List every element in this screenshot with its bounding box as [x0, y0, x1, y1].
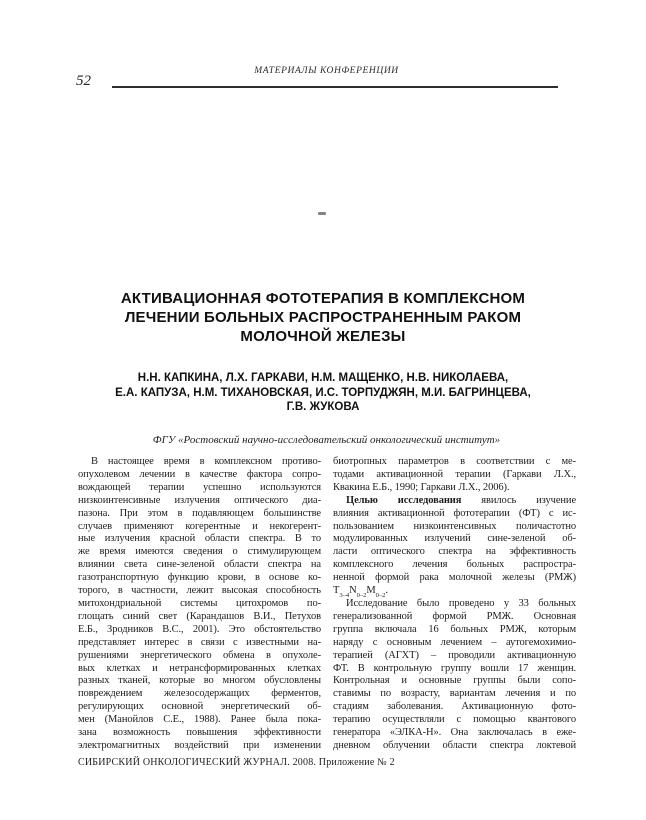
header-rule — [112, 86, 558, 88]
authors-block — [48, 371, 598, 415]
authors-line: Н.Н. КАПКИНА, Л.Х. ГАРКАВИ, Н.М. МАЩЕНКО, Н.В. НИКОЛАЕВА, — [137, 372, 509, 384]
text-line: тодами активационной терапии (Гаркави Л.Х., — [333, 468, 576, 480]
text-line: Исследование было проведено у 33 больных — [346, 597, 576, 609]
text-line: Е.Б., Зродников В.С., 2001). Это обстоятельство — [78, 623, 321, 635]
text-line: разных тканей, которые во многом обусловлены — [78, 675, 321, 687]
text-line: стадиям заболевания. Активационную фото- — [333, 701, 576, 713]
text-line: электромагнитных воздействий при изменении — [78, 739, 321, 751]
text-line: биотропных параметров в соответствии с ме- — [333, 456, 576, 467]
title-line: АКТИВАЦИОННАЯ ФОТОТЕРАПИЯ В КОМПЛЕКСНОМ — [120, 290, 526, 307]
text-line: зана возможность повышения эффективности — [78, 727, 321, 739]
text-line: пазона. При этом в подавляющем большинстве — [78, 507, 321, 519]
text-line: ненной формой рака молочной железы (РМЖ) — [333, 572, 576, 584]
text-line: группа включала 16 больных РМЖ, которым — [333, 623, 576, 635]
text-line: влияния активационной фототерапии (ФТ) с ис- — [333, 507, 576, 519]
text-line: модулированных излучений сине-зеленой об- — [333, 533, 576, 545]
text-line: представляет интерес в связи с известными на- — [78, 636, 321, 648]
text-line: мен (Манойлов С.Е., 1988). Ранее была пока- — [78, 714, 321, 726]
text-line: митохондриальной системы цитохромов по- — [78, 597, 321, 609]
text-line: ласти оптического спектра на эффективность — [333, 546, 576, 558]
body-columns — [78, 456, 576, 753]
text-line: вождающей терапии успешно используются — [78, 481, 321, 493]
text-line: ФТ. В контрольную группу вошли 17 женщин. — [333, 662, 576, 674]
text-line: комплексного лечения больных распростра- — [333, 559, 576, 571]
text-line: терапию осуществляли с помощью квантового — [333, 714, 576, 726]
title-line: МОЛОЧНОЙ ЖЕЛЕЗЫ — [240, 328, 406, 345]
text-line: глощать синий свет (Карандашов В.И., Петухов — [78, 610, 321, 622]
text-line: Целью исследования явилось изучение — [346, 494, 577, 506]
text-line: $T_{3-4}N_{0-2}M_{0-2}$. — [333, 585, 388, 600]
text-line: опухолевом лечении в качестве фактора сопро- — [78, 468, 321, 480]
text-line: наряду с основным лечением – аутогемохимио- — [333, 636, 576, 648]
article-title — [63, 289, 583, 346]
right-column — [333, 456, 576, 753]
running-head: МАТЕРИАЛЫ КОНФЕРЕНЦИИ — [254, 66, 399, 76]
affiliation: ФГУ «Ростовский научно-исследовательский онкологический институт» — [152, 434, 501, 446]
text-line: Квакина Е.Б., 1990; Гаркави Л.Х., 2006). — [333, 481, 510, 493]
text-line: рушениями энергетического обмена в опухоле- — [78, 649, 321, 661]
text-line: генератора «ЭЛКА-Н». Она заключалась в еже- — [333, 727, 576, 739]
text-line: Контрольная и основные группы были сопо- — [333, 675, 576, 687]
text-line: газотранспортную функцию крови, в основе ко- — [78, 572, 321, 584]
text-line: В настоящее время в комплексном противо- — [91, 456, 321, 467]
text-line: низкоинтенсивные излучения оптического диа- — [78, 494, 321, 506]
title-line: ЛЕЧЕНИИ БОЛЬНЫХ РАСПРОСТРАНЕННЫМ РАКОМ — [124, 309, 522, 326]
left-column — [78, 456, 321, 753]
text-line: пользованием низкоинтенсивных поличастотно — [333, 520, 576, 532]
text-line: повреждением железосодержащих ферментов, — [78, 688, 321, 700]
text-line: ные излучения красной области спектра. В то — [78, 533, 321, 545]
authors-line: Г.В. ЖУКОВА — [286, 401, 360, 413]
text-line: дневном облучении области спектра локтевой — [333, 739, 576, 751]
page-number: 52 — [76, 73, 91, 89]
text-line: ставимы по возрасту, вариантам лечения и по — [333, 688, 576, 700]
text-line: торого, в частности, лежит высокая способность — [78, 585, 321, 597]
text-line: генерализованной формой РМЖ. Основная — [333, 610, 576, 622]
text-line: терапией (АГХТ) – проводили активационную — [333, 649, 576, 661]
text-line: случаев применяют когерентные и некогерент- — [78, 520, 321, 532]
authors-line: Е.А. КАПУЗА, Н.М. ТИХАНОВСКАЯ, И.С. ТОРПУДЖЯН, М.И. БАГРИНЦЕВА, — [115, 386, 531, 399]
smudge-mark — [318, 212, 326, 215]
text-line: вых клетках и нетрансформированных клетках — [78, 662, 321, 674]
text-line: влиянии света сине-зеленой области спектра на — [78, 559, 321, 571]
text-line: же время имеются сведения о стимулирующем — [78, 546, 321, 558]
text-line: регулирующих основной энергетический об- — [78, 701, 321, 713]
journal-footer: СИБИРСКИЙ ОНКОЛОГИЧЕСКИЙ ЖУРНАЛ. 2008. Приложение № 2 — [78, 757, 395, 768]
